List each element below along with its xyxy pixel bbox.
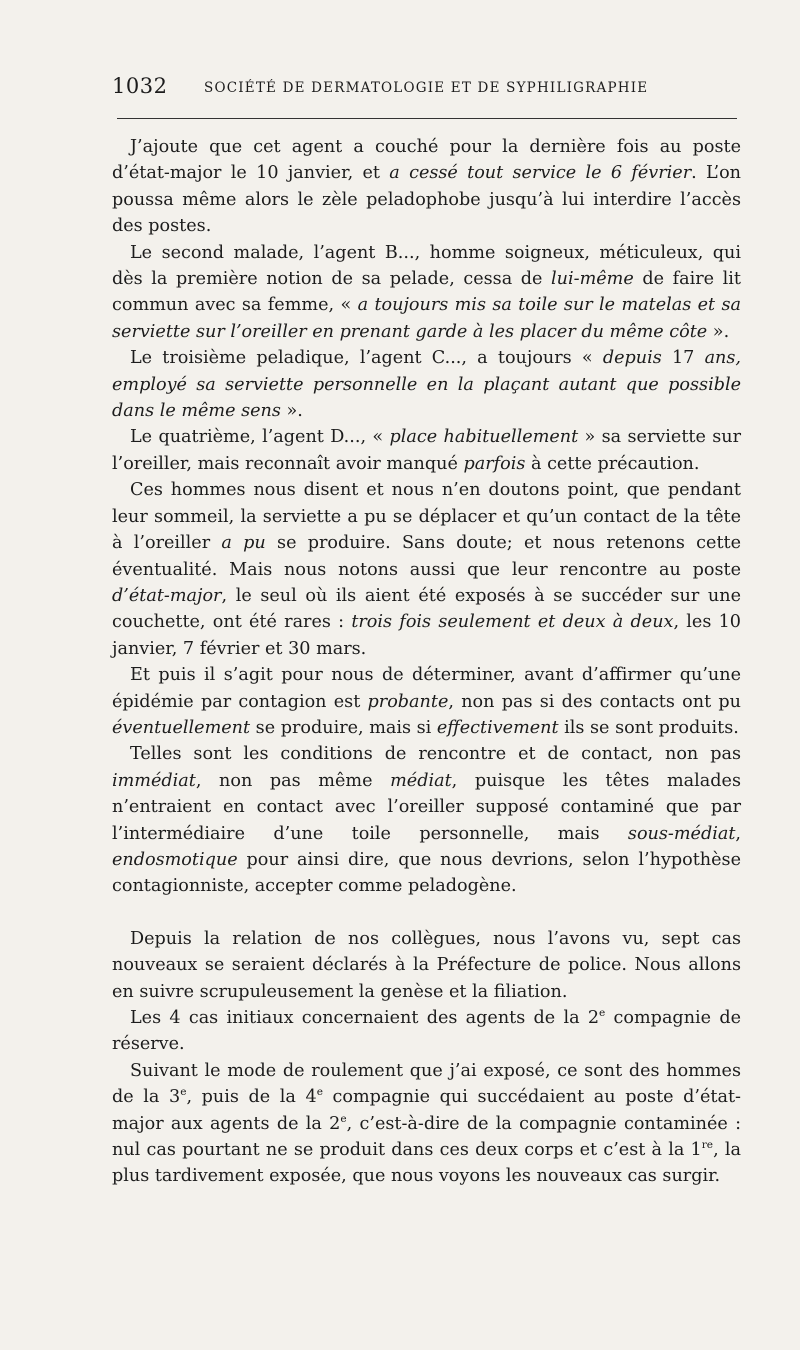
superscript: e	[340, 1112, 347, 1125]
running-title: SOCIÉTÉ DE DERMATOLOGIE ET DE SYPHILIGRAPHIE	[204, 80, 649, 96]
italic-text: lui-même	[551, 269, 634, 290]
italic-text: éventuellement	[112, 717, 251, 738]
page-header	[112, 74, 737, 104]
italic-text: place habituellement	[389, 427, 579, 448]
text-run: Le troisième peladique, l’agent C..., a toujours «	[130, 348, 603, 369]
italic-text: parfois	[463, 453, 526, 474]
text-run: compagnie de réserve.	[112, 1008, 742, 1055]
text-run: . L’on poussa même alors le zèle peladophobe jusqu’à lui interdire l’accès des postes.	[112, 163, 741, 237]
text-run: 17	[661, 348, 705, 369]
paragraph	[112, 240, 741, 346]
text-run: J’ajoute que cet agent a couché pour la dernière fois au poste d’état-major le 10 janvier, et	[112, 137, 741, 184]
italic-text: ans, employé sa serviette personnelle en la plaçant autant que possible dans le même sens	[112, 348, 742, 422]
text-run: , puis de la 4	[186, 1087, 317, 1108]
text-run: pour ainsi dire, que nous devrions, selon l’hypothèse contagionniste, accepter comme peladogène.	[112, 849, 741, 897]
text-run: ils se sont produits.	[558, 717, 739, 738]
paragraph	[112, 926, 741, 1005]
text-run: , c’est-à-dire de la compagnie contaminée : nul cas pourtant ne se produit dans ces deux corps et c’est à la 1	[112, 1113, 741, 1161]
body-text	[112, 134, 741, 1190]
paragraph	[112, 741, 741, 899]
italic-text: a pu	[221, 533, 266, 554]
text-run: compagnie qui succédaient au poste d’état-major aux agents de la 2	[112, 1087, 742, 1134]
italic-text: a toujours mis sa toile sur le matelas et sa serviette sur l’oreiller en prenant garde à les placer du même côte	[112, 295, 741, 342]
text-run: à cette précaution.	[525, 453, 700, 474]
section-gap	[112, 900, 741, 926]
text-run: , non pas même	[195, 770, 391, 791]
paragraph	[112, 662, 741, 741]
text-run: Et puis il s’agit pour nous de déterminer, avant d’affirmer qu’une épidémie par contagion est	[112, 665, 741, 712]
italic-text: médiat	[390, 770, 452, 791]
paragraph	[112, 345, 741, 424]
text-run: Suivant le mode de roulement que j’ai exposé, ce sont des hommes de la 3	[112, 1060, 741, 1108]
italic-text: a cessé tout service le 6 février	[389, 163, 692, 184]
italic-text: effectivement	[436, 717, 559, 738]
superscript: re	[701, 1139, 714, 1152]
text-run: de faire lit commun avec sa femme, «	[112, 269, 741, 316]
paragraph	[112, 1058, 741, 1190]
text-run: Ces hommes nous disent et nous n’en doutons point, que pendant leur sommeil, la serviette a pu se déplacer et qu’un contact de la tête à l’oreiller	[112, 480, 741, 554]
paragraph	[112, 424, 741, 477]
text-run: ».	[280, 401, 303, 422]
text-run: ,	[735, 823, 741, 844]
text-run: Telles sont les conditions de rencontre et de contact, non pas	[130, 744, 741, 765]
text-run: , les 10 janvier, 7 février et 30 mars.	[112, 612, 741, 659]
text-run: Depuis la relation de nos collègues, nous l’avons vu, sept cas nouveaux se seraient déclarés à la Préfecture de police. Nous allons en suivre scrupuleusement la genèse et la filiation.	[112, 928, 741, 1002]
text-run: , non pas si des contacts ont pu	[448, 691, 741, 712]
italic-text: sous-médiat	[627, 823, 736, 844]
italic-text: endosmotique	[112, 849, 238, 870]
text-run: Les 4 cas initiaux concernaient des agents de la 2	[130, 1008, 600, 1028]
text-run: se produire. Sans doute; et nous retenons cette éventualité. Mais nous notons aussi que leur rencontre au poste	[112, 533, 742, 580]
italic-text: d’état-major	[112, 585, 222, 606]
italic-text: trois fois seulement et deux à deux	[351, 612, 674, 633]
header-rule	[117, 118, 737, 119]
text-run: » sa serviette sur l’oreiller, mais reconnaît avoir manqué	[112, 427, 742, 474]
text-run: , la plus tardivement exposée, que nous voyons les nouveaux cas surgir.	[112, 1140, 741, 1187]
paragraph	[112, 477, 741, 662]
superscript: e	[316, 1086, 323, 1099]
text-run: Le second malade, l’agent B..., homme soigneux, méticuleux, qui dès la première notion de sa pelade, cessa de	[112, 242, 741, 290]
paragraph	[112, 1005, 741, 1058]
superscript: e	[180, 1086, 187, 1099]
text-run: ».	[707, 321, 730, 342]
italic-text: probante	[367, 691, 449, 712]
italic-text: immédiat	[112, 770, 196, 791]
paragraph	[112, 134, 741, 240]
italic-text: depuis	[602, 348, 662, 369]
text-run: , puisque les têtes malades n’entraient en contact avec l’oreiller supposé contaminé que par l’intermédiaire d’une toile personnelle, mais	[112, 770, 741, 844]
page-number: 1032	[112, 74, 168, 98]
text-run: Le quatrième, l’agent D..., «	[130, 427, 390, 448]
text-run: se produire, mais si	[250, 717, 437, 738]
superscript: e	[599, 1007, 606, 1020]
text-run: , le seul où ils aient été exposés à se succéder sur une couchette, ont été rares :	[112, 585, 741, 633]
